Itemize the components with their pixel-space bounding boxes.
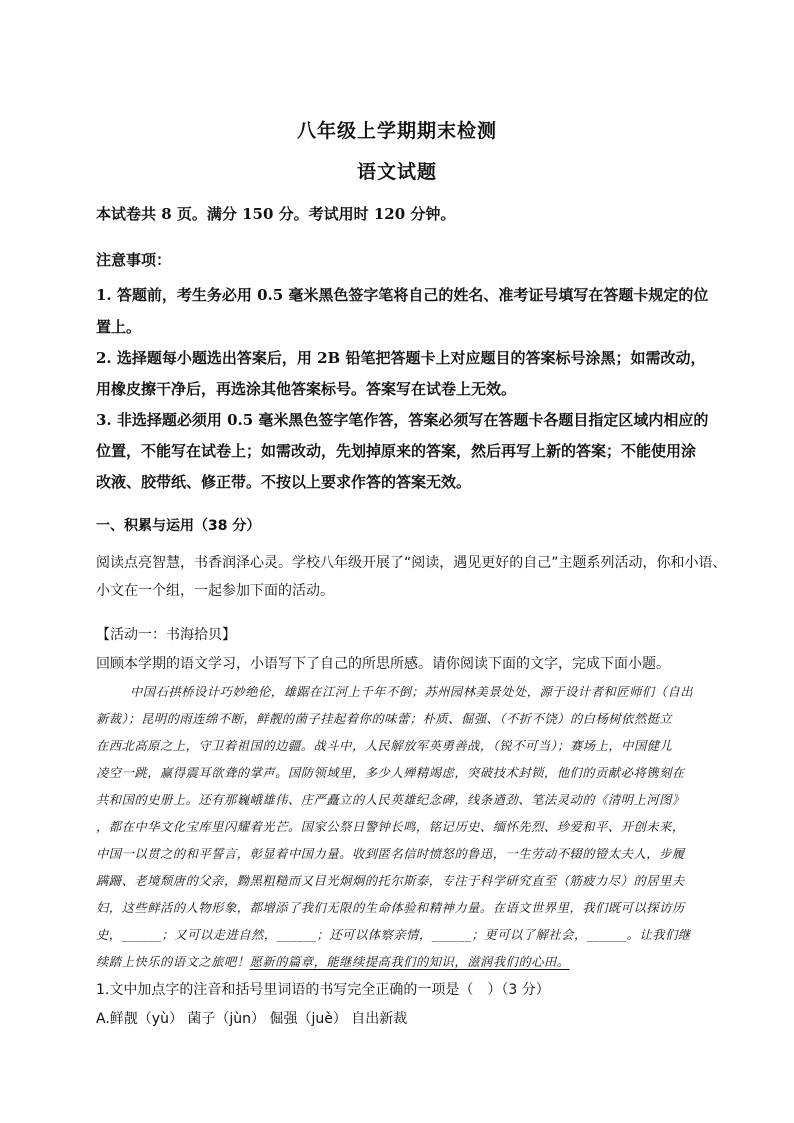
exam-subtitle: 语文试题 bbox=[356, 161, 437, 183]
question-1: 1.文中加点字的注音和括号里词语的书写完全正确的一项是（ ）（3 分） bbox=[96, 982, 550, 998]
notes-line: 3. 非选择题必须用 0.5 毫米黑色签字笔作答，答案必须写在答题卡各题目指定区域内相应的 bbox=[96, 411, 709, 429]
section-intro-line: 小文在一个组，一起参加下面的活动。 bbox=[96, 583, 334, 599]
passage-line: 凌空一跳，赢得震耳欲聋的掌声。国防领域里，多少人殚精竭虑，突破技术封锁，他们的贡献必将镌刻在 bbox=[96, 766, 685, 780]
exam-title: 八年级上学期期末检测 bbox=[296, 120, 497, 142]
notes-line: 置上。 bbox=[96, 318, 142, 336]
passage-line: 新裁）；昆明的雨连绵不断，鲜靓的菌子挂起着你的味蕾；朴质、倔强、（不折不饶）的白杨树依然挺立 bbox=[96, 712, 673, 726]
notes-line: 位置，不能写在试卷上；如需改动，先划掉原来的答案，然后再写上新的答案；不能使用涂 bbox=[96, 442, 697, 460]
passage-line: 中国一以贯之的和平誓言，彰显着中国力量。收到匿名信时愤怒的鲁迅，一生劳动不辍的镫太夫人，步履 bbox=[96, 847, 685, 861]
question-1-option-a: A.鲜靓（yù） 菌子（jùn） 倔强（juè） 自出新裁 bbox=[96, 1011, 408, 1027]
passage-line: 共和国的史册上。还有那巍峨雄伟、庄严矗立的人民英雄纪念碑，线条遒劲、笔法灵动的《清明上河图》 bbox=[96, 793, 685, 807]
activity-title: 【活动一：书海拾贝】 bbox=[96, 627, 236, 643]
passage-last-line bbox=[96, 952, 716, 970]
notes-heading: 注意事项： bbox=[96, 251, 172, 269]
passage-underlined-sentence: 愿新的篇章，能继续提高我们的知识，滋润我们的心田。 bbox=[249, 955, 570, 969]
passage-line: 在西北高原之上，守卫着祖国的边疆。战斗中，人民解放军英勇善战，（锐不可当）；赛场上，中国健儿 bbox=[96, 739, 673, 753]
passage-line: ，都在中华文化宝库里闪耀着光芒。国家公祭日警钟长鸣，铭记历史、缅怀先烈、珍爱和平、开创未来， bbox=[96, 820, 685, 834]
section-heading: 一、积累与运用（38 分） bbox=[96, 518, 261, 534]
activity-intro: 回顾本学期的语文学习，小语写下了自己的所思所感。请你阅读下面的文字，完成下面小题。 bbox=[96, 656, 670, 672]
passage-last-plain: 续踏上快乐的语文之旅吧！ bbox=[96, 955, 250, 969]
exam-info: 本试卷共 8 页。满分 150 分。考试用时 120 分钟。 bbox=[96, 205, 456, 223]
passage-line: 蹒跚、老境颓唐的父亲，黝黑粗糙而又目光炯炯的托尔斯泰，专注于科学研究直至（筋疲力尽）的居里夫 bbox=[96, 874, 685, 888]
notes-line: 改液、胶带纸、修正带。不按以上要求作答的答案无效。 bbox=[96, 473, 472, 491]
notes-line: 用橡皮擦干净后，再选涂其他答案标号。答案写在试卷上无效。 bbox=[96, 380, 517, 398]
passage-line: 中国石拱桥设计巧妙绝伦，雄踞在江河上千年不倒；苏州园林美景处处，源于设计者和匠师们（自出 bbox=[130, 685, 694, 699]
passage-line: 妇，这些鲜活的人物形象，都增添了我们无限的生命体验和精神力量。在语文世界里，我们既可以探访历 bbox=[96, 901, 685, 915]
notes-line: 2. 选择题每小题选出答案后，用 2B 铅笔把答题卡上对应题目的答案标号涂黑；如需改动， bbox=[96, 349, 706, 367]
passage-line: 史，______；又可以走进自然，______；还可以体察亲情，______；更可以了解社会，______。让我们继 bbox=[96, 928, 691, 942]
section-intro-line: 阅读点亮智慧，书香润泽心灵。学校八年级开展了“阅读，遇见更好的自己”主题系列活动，你和小语、 bbox=[96, 555, 727, 571]
notes-line: 1. 答题前，考生务必用 0.5 毫米黑色签字笔将自己的姓名、准考证号填写在答题卡规定的位 bbox=[96, 286, 709, 304]
